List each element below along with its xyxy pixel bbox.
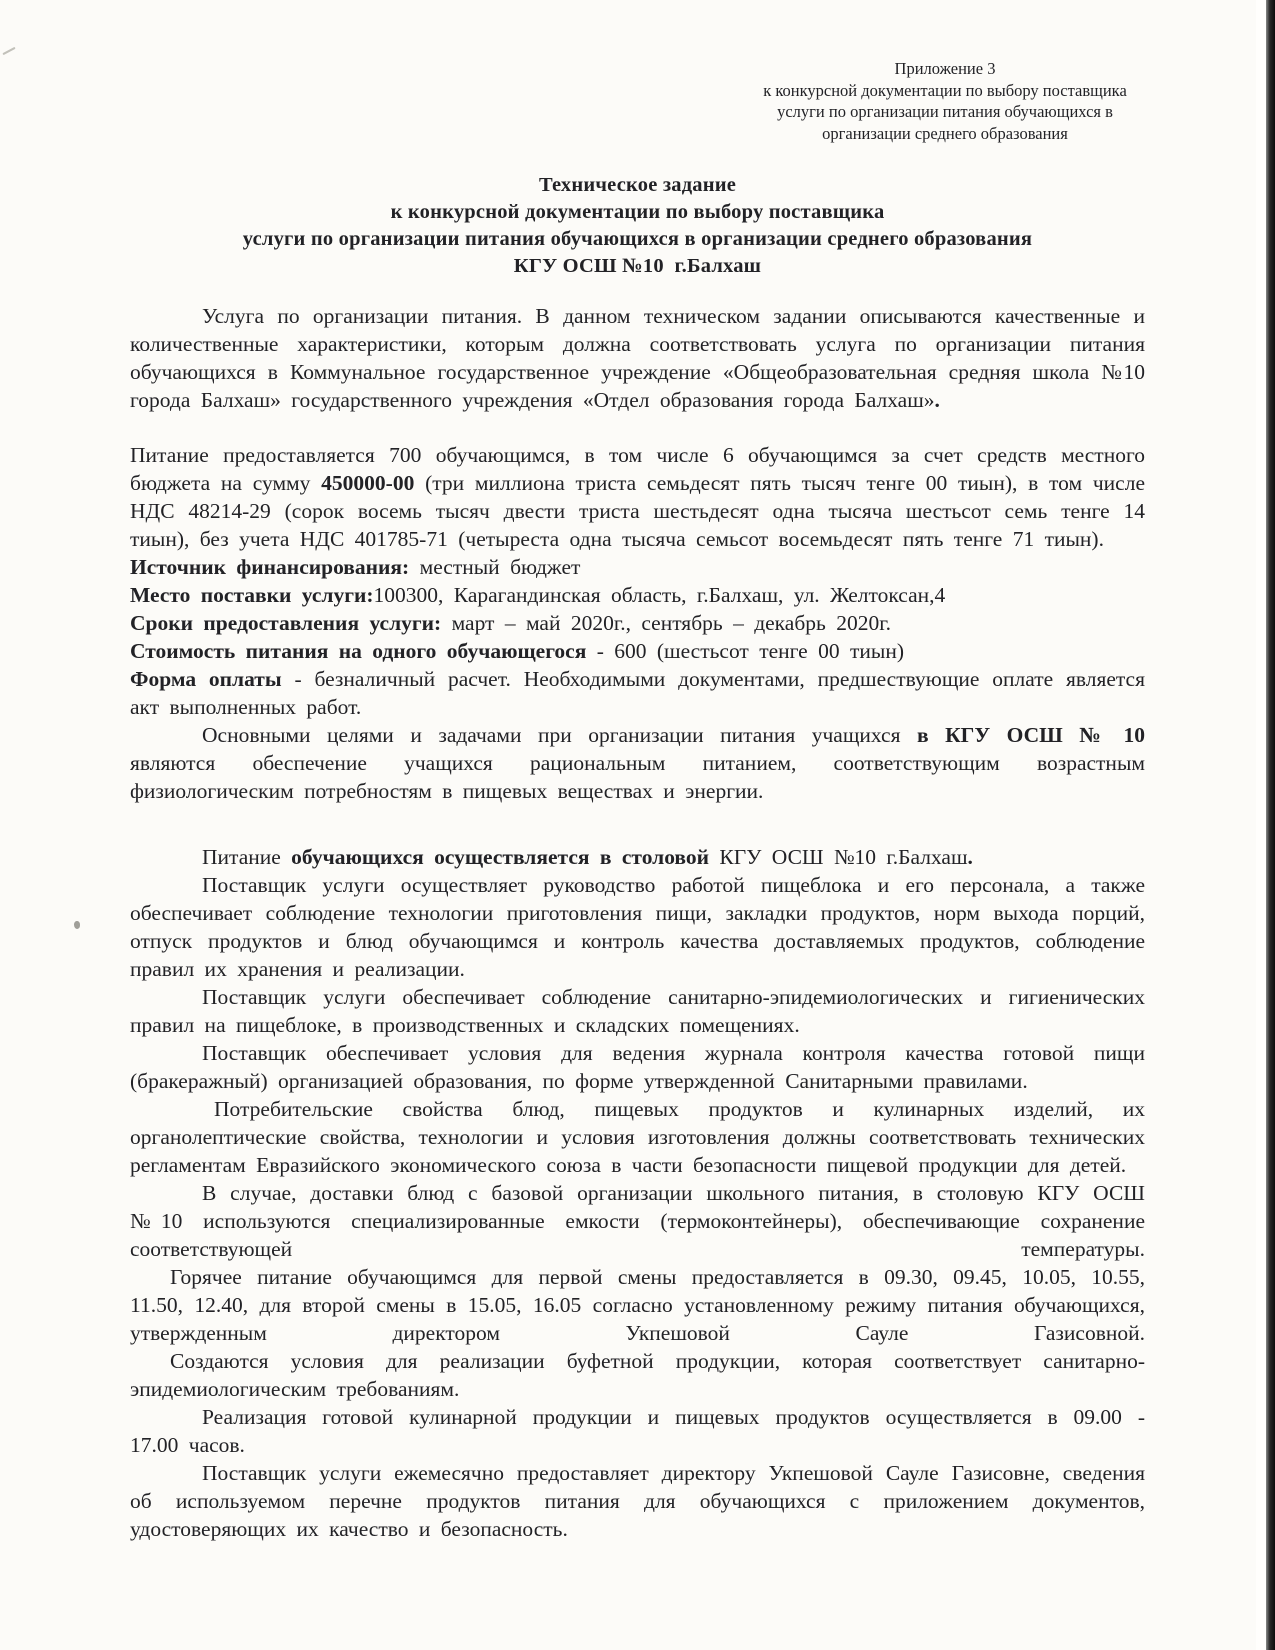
text-run: Место поставки услуги: (130, 583, 374, 607)
document-title-line: Техническое задание (538, 174, 737, 196)
paragraph (130, 1459, 1145, 1543)
text-run: местный бюджет (409, 555, 581, 579)
document-body (130, 302, 1145, 1543)
paragraph (130, 665, 1145, 721)
text-run: - 600 (шестьсот тенге 00 тиын) (586, 639, 904, 663)
paragraph (130, 1095, 1145, 1179)
text-run: Форма оплаты (130, 667, 282, 691)
text-run: Источник финансирования: (130, 555, 410, 579)
paragraph (130, 302, 1145, 414)
text-run: март – май 2020г., сентябрь – декабрь 2020г. (441, 611, 891, 635)
paragraph (130, 983, 1145, 1039)
text-run: Горячее питание обучающимся для первой смены предоставляется в 09.30, 09.45, 10.05, 10.55, 11.50, 12.40, для второй смены в 15.05, 16.05 согласно установленному режиму питания обучающихся, утвержденным директором Укпешовой Сауле Газисовной. (130, 1265, 1145, 1345)
text-run: являются обеспечение учащихся рациональным питанием, соответствующим возрастным физиологическим потребностям в пищевых веществах и энергии. (130, 751, 1145, 803)
annex-note-line: к конкурсной документации по выбору поставщика (763, 80, 1127, 100)
text-run: . (967, 845, 973, 869)
text-run: Поставщик услуги обеспечивает соблюдение санитарно-эпидемиологических и гигиенических правил на пищеблоке, в производственных и складских помещениях. (130, 985, 1145, 1037)
paragraph (130, 609, 1145, 637)
text-run: 450000-00 (321, 471, 415, 495)
paragraph (130, 553, 1145, 581)
paragraph (130, 1347, 1145, 1403)
text-run: Услуга по организации питания. В данном техническом задании описываются качественные и количественные характеристики, которым должна соответствовать услуга по организации питания обучающихся в Коммунальное государственное учреждение «Общеобразовательная средняя школа №10 города Балхаш» государственного учреждения «Отдел образования города Балхаш» (130, 304, 1145, 412)
text-run: Поставщик услуги ежемесячно предоставляет директору Укпешовой Сауле Газисовне, сведения об используемом перечне продуктов питания для обучающихся с приложением документов, удостоверяющих их качество и безопасность. (130, 1461, 1145, 1541)
text-run: обучающихся осуществляется в столовой (291, 845, 710, 869)
paragraph (130, 1179, 1145, 1263)
text-run: Потребительские свойства блюд, пищевых продуктов и кулинарных изделий, их органолептические свойства, технологии и условия изготовления должны соответствовать технических регламентам Евразийского экономического союза в части безопасности пищевой продукции для детей. (130, 1097, 1145, 1177)
annex-note-line: услуги по организации питания обучающихся в (777, 102, 1113, 121)
paragraph (130, 441, 1145, 553)
text-run: в КГУ ОСШ № 10 (916, 723, 1145, 747)
text-run: Стоимость питания на одного обучающегося (130, 639, 587, 663)
text-run: КГУ ОСШ №10 г.Балхаш (709, 845, 968, 869)
text-run: (три миллиона триста семьдесят пять тысяч тенге 00 тиын), в том числе НДС 48214-29 (сорок восемь тысяч двести триста шестьдесят одна тысяча шестьсот семь тенге 14 тиын), без учета НДС 401785-71 (четыреста одна тысяча семьсот восемьдесят пять тенге 71 тиын). (130, 471, 1145, 551)
document-title-line: к конкурсной документации по выбору поставщика (390, 201, 885, 223)
paragraph (130, 871, 1145, 983)
text-run: Создаются условия для реализации буфетной продукции, которая соответствует санитарно-эпидемиологическим требованиям. (130, 1349, 1145, 1401)
text-run: В случае, доставки блюд с базовой организации школьного питания, в столовую КГУ ОСШ №10 используются специализированные емкости (термоконтейнеры), обеспечивающие сохранение соответствующей температуры. (130, 1181, 1145, 1261)
paragraph (130, 1039, 1145, 1095)
document-title-line: КГУ ОСШ №10 г.Балхаш (513, 255, 762, 277)
paragraph (130, 637, 1145, 665)
document-title (130, 172, 1145, 280)
text-run: Сроки предоставления услуги: (130, 611, 442, 635)
text-run: Питание предоставляется 700 обучающимся, в том числе 6 обучающимся за счет средств местного бюджета на сумму (130, 443, 1145, 495)
annex-note-line: Приложение 3 (894, 59, 996, 78)
paragraph (130, 1263, 1145, 1347)
text-run: Основными целями и задачами при организации питания учащихся (202, 723, 917, 747)
scan-edge-highlight (1256, 0, 1266, 1650)
document-title-line: услуги по организации питания обучающихся в организации среднего образования (242, 228, 1033, 250)
scan-artifact-dot (74, 921, 80, 929)
text-run: Поставщик услуги осуществляет руководство работой пищеблока и его персонала, а также обеспечивает соблюдение технологии приготовления пищи, закладки продуктов, норм выхода порций, отпуск продуктов и блюд обучающимся и контроль качества доставляемых продуктов, соблюдение правил их хранения и реализации. (130, 873, 1145, 981)
paragraph (130, 843, 1145, 871)
paragraph (130, 1403, 1145, 1459)
annex-note (695, 58, 1195, 144)
text-run: Поставщик обеспечивает условия для ведения журнала контроля качества готовой пищи (бракеражный) организацией образования, по форме утвержденной Санитарными правилами. (130, 1041, 1145, 1093)
text-run: - безналичный расчет. Необходимыми документами, предшествующие оплате является акт выполненных работ. (130, 667, 1145, 719)
paragraph (130, 721, 1145, 805)
text-run: Реализация готовой кулинарной продукции и пищевых продуктов осуществляется в 09.00 - 17.00 часов. (130, 1405, 1145, 1457)
text-run: Питание (202, 845, 292, 869)
annex-note-line: организации среднего образования (822, 123, 1068, 143)
scan-edge-shadow (1266, 0, 1275, 1650)
text-run: 100300, Карагандинская область, г.Балхаш, ул. Желтоксан,4 (373, 583, 946, 607)
paragraph (130, 581, 1145, 609)
text-run: . (934, 388, 940, 412)
